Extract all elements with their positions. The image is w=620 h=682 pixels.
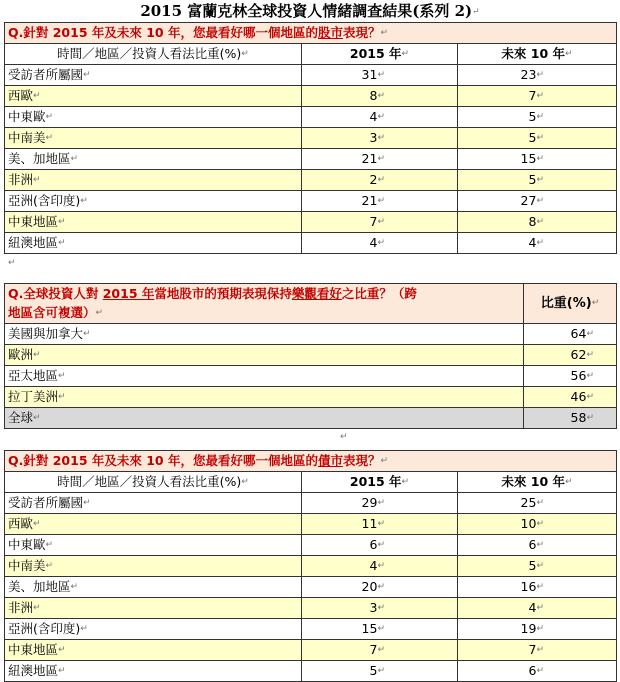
question-keyword: 股市 xyxy=(317,25,343,40)
value-10-years-cell: 25↵ xyxy=(458,493,617,514)
value-2015-cell: 4↵ xyxy=(302,107,458,128)
header-row xyxy=(5,44,617,65)
optimism-table xyxy=(4,283,617,429)
table-row xyxy=(5,535,617,556)
region-cell: 中東歐↵ xyxy=(5,107,302,128)
table-row xyxy=(5,149,617,170)
stock-question xyxy=(5,23,617,44)
region-cell: 紐澳地區↵ xyxy=(5,661,302,682)
value-2015-cell: 2↵ xyxy=(302,170,458,191)
value-10-years-cell: 10↵ xyxy=(458,514,617,535)
table-row xyxy=(5,324,617,345)
value-2015-cell: 8↵ xyxy=(302,86,458,107)
value-2015-cell: 20↵ xyxy=(302,577,458,598)
region-cell: 中東地區↵ xyxy=(5,640,302,661)
value-10-years-cell: 4↵ xyxy=(458,598,617,619)
region-cell: 拉丁美洲↵ xyxy=(5,387,524,408)
region-cell: 歐洲↵ xyxy=(5,345,524,366)
value-2015-cell: 21↵ xyxy=(302,149,458,170)
value-10-years-cell: 19↵ xyxy=(458,619,617,640)
paragraph-mark-icon: ↵ xyxy=(8,258,16,268)
bond-question: Q.針對 2015 年及未來 10 年，您最看好哪一個地區的債市表現？↵ xyxy=(5,451,617,472)
region-cell: 西歐↵ xyxy=(5,514,302,535)
page-title xyxy=(0,1,620,22)
value-10-years-cell: 5↵ xyxy=(458,107,617,128)
table-row xyxy=(5,345,617,366)
value-10-years-cell: 7↵ xyxy=(458,86,617,107)
table-row xyxy=(5,128,617,149)
header-label: 時間／地區／投資人看法比重(%)↵ xyxy=(5,44,302,65)
header-10-years: 未來 10 年↵ xyxy=(458,44,617,65)
table-row xyxy=(5,233,617,254)
percent-cell: 64↵ xyxy=(524,324,617,345)
value-2015-cell: 4↵ xyxy=(302,233,458,254)
question-row xyxy=(5,23,617,44)
region-cell: 亞太地區↵ xyxy=(5,366,524,387)
value-10-years-cell: 5↵ xyxy=(458,128,617,149)
region-cell: 中東地區↵ xyxy=(5,212,302,233)
table-row xyxy=(5,65,617,86)
table-row xyxy=(5,661,617,682)
percent-cell: 46↵ xyxy=(524,387,617,408)
value-10-years-cell: 4↵ xyxy=(458,233,617,254)
value-10-years-cell: 6↵ xyxy=(458,535,617,556)
percent-cell: 58↵ xyxy=(524,408,617,429)
value-10-years-cell: 5↵ xyxy=(458,170,617,191)
table-row xyxy=(5,619,617,640)
value-10-years-cell: 7↵ xyxy=(458,640,617,661)
value-2015-cell: 4↵ xyxy=(302,556,458,577)
header-2015: 2015 年↵ xyxy=(302,472,458,493)
bond-market-table xyxy=(4,450,617,682)
value-2015-cell: 11↵ xyxy=(302,514,458,535)
value-10-years-cell: 16↵ xyxy=(458,577,617,598)
region-cell: 受訪者所屬國↵ xyxy=(5,493,302,514)
value-10-years-cell: 8↵ xyxy=(458,212,617,233)
paragraph-mark-icon: ↵ xyxy=(340,432,348,442)
value-2015-cell: 31↵ xyxy=(302,65,458,86)
region-cell: 受訪者所屬國↵ xyxy=(5,65,302,86)
region-cell: 美國與加拿大↵ xyxy=(5,324,524,345)
table-row xyxy=(5,170,617,191)
region-cell: 亞洲(含印度)↵ xyxy=(5,191,302,212)
value-10-years-cell: 5↵ xyxy=(458,556,617,577)
region-cell: 中南美↵ xyxy=(5,128,302,149)
paragraph-mark-icon: ↵ xyxy=(380,28,389,38)
region-cell: 中南美↵ xyxy=(5,556,302,577)
value-10-years-cell: 23↵ xyxy=(458,65,617,86)
value-2015-cell: 15↵ xyxy=(302,619,458,640)
table-row xyxy=(5,598,617,619)
table-row xyxy=(5,556,617,577)
header-label: 時間／地區／投資人看法比重(%)↵ xyxy=(5,472,302,493)
question-text-b: 表現？ xyxy=(342,25,381,40)
value-2015-cell: 6↵ xyxy=(302,535,458,556)
value-2015-cell: 3↵ xyxy=(302,598,458,619)
region-cell: 非洲↵ xyxy=(5,170,302,191)
region-cell: 紐澳地區↵ xyxy=(5,233,302,254)
region-cell: 西歐↵ xyxy=(5,86,302,107)
table-row xyxy=(5,514,617,535)
percent-cell: 62↵ xyxy=(524,345,617,366)
table-row xyxy=(5,86,617,107)
question-row xyxy=(5,451,617,472)
value-10-years-cell: 27↵ xyxy=(458,191,617,212)
value-2015-cell: 5↵ xyxy=(302,661,458,682)
header-percent: 比重(%)↵ xyxy=(524,284,617,324)
region-cell: 非洲↵ xyxy=(5,598,302,619)
table-row xyxy=(5,387,617,408)
header-10-years: 未來 10 年↵ xyxy=(458,472,617,493)
page-title-text: 2015 富蘭克林全球投資人情緒調查結果(系列 2) xyxy=(140,2,473,20)
stock-market-table xyxy=(4,22,617,254)
value-2015-cell: 21↵ xyxy=(302,191,458,212)
table-row xyxy=(5,191,617,212)
question-row xyxy=(5,284,617,324)
table-row xyxy=(5,366,617,387)
table-row xyxy=(5,493,617,514)
value-10-years-cell: 15↵ xyxy=(458,149,617,170)
value-2015-cell: 29↵ xyxy=(302,493,458,514)
table-row xyxy=(5,408,617,429)
header-row xyxy=(5,472,617,493)
region-cell: 亞洲(含印度)↵ xyxy=(5,619,302,640)
optimism-question: Q.全球投資人對 2015 年當地股市的預期表現保持樂觀看好之比重？（跨 地區含可複選）↵ xyxy=(5,284,524,324)
region-cell: 全球↵ xyxy=(5,408,524,429)
value-2015-cell: 7↵ xyxy=(302,640,458,661)
value-2015-cell: 3↵ xyxy=(302,128,458,149)
table-row xyxy=(5,640,617,661)
table-row xyxy=(5,107,617,128)
table-row xyxy=(5,577,617,598)
value-2015-cell: 7↵ xyxy=(302,212,458,233)
percent-cell: 56↵ xyxy=(524,366,617,387)
region-cell: 中東歐↵ xyxy=(5,535,302,556)
header-2015: 2015 年↵ xyxy=(302,44,458,65)
region-cell: 美、加地區↵ xyxy=(5,149,302,170)
region-cell: 美、加地區↵ xyxy=(5,577,302,598)
question-text-a: Q.針對 2015 年及未來 10 年，您最看好哪一個地區的 xyxy=(8,25,318,40)
table-row xyxy=(5,212,617,233)
paragraph-mark-icon: ↵ xyxy=(472,7,480,17)
value-10-years-cell: 6↵ xyxy=(458,661,617,682)
